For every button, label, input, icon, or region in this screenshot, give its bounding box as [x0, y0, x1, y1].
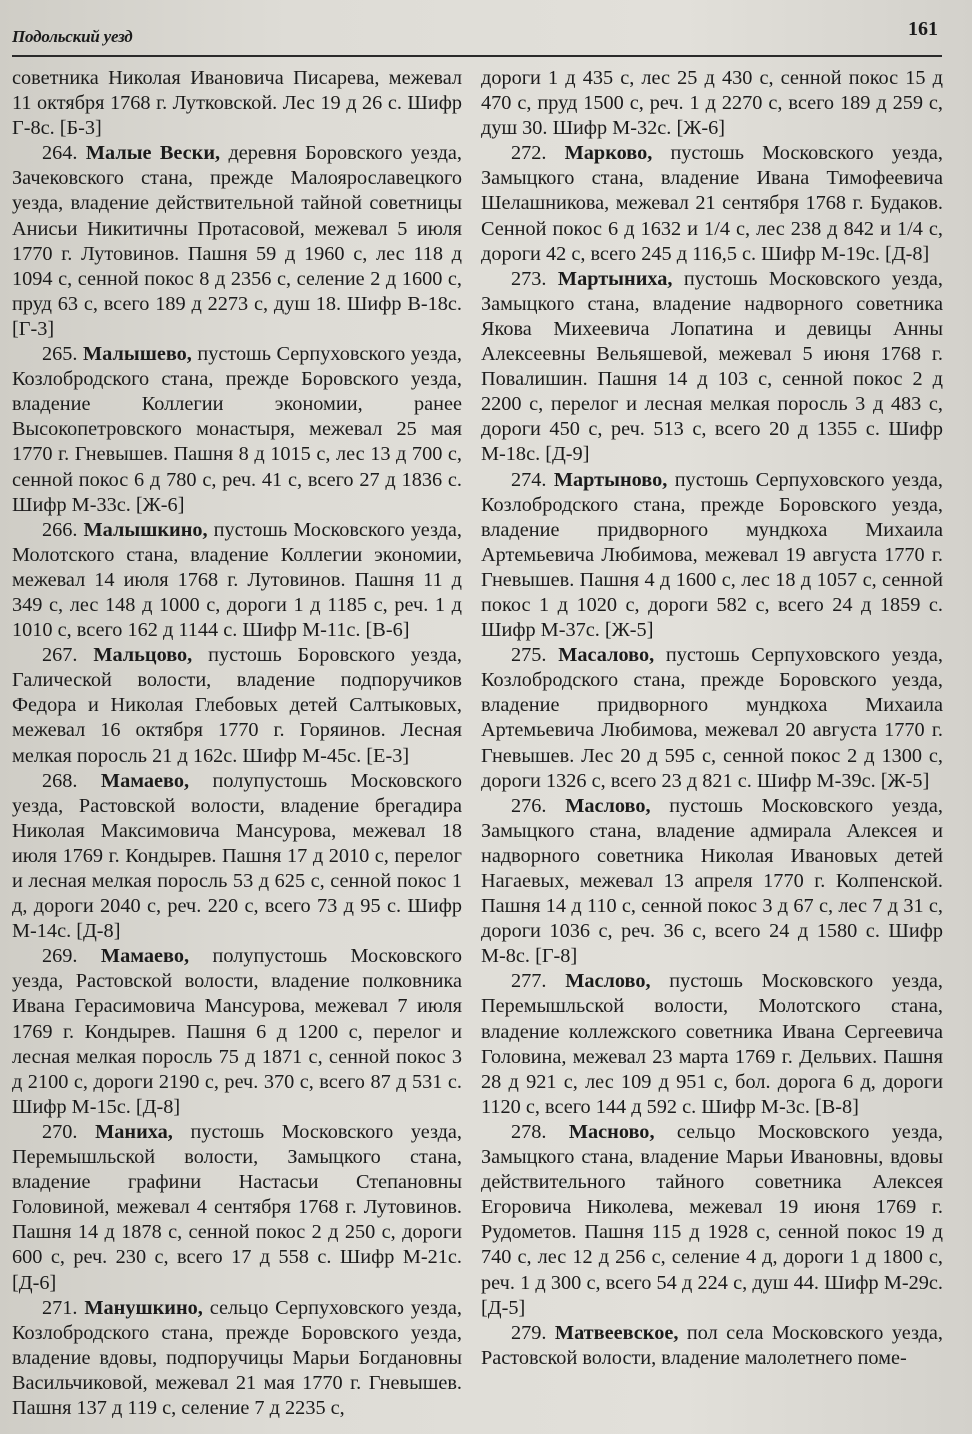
entry-text: сельцо Московского уезда, Замыцкого стана, владение Марьи Ивановны, вдовы действительного тайного советника Алексея Егоровича Николева, межевал 19 июня 1769 г. Рудометов. Пашня 115 д 1928 с, сенной покос 19 д 740 с, лес 12 д 256 с, селение 4 д, дороги 1 д 1800 с, реч. 1 д 300 с, всего 54 д 224 с, душ 44. Шифр М-29с. [Д-5]: [481, 1120, 943, 1319]
running-header: [0, 0, 972, 62]
right-column: [481, 66, 943, 1371]
entry-text: деревня Боровского уезда, Зачековского стана, прежде Малоярославецкого уезда, владение действительной тайной советницы Анисьи Никитичны Протасовой, межевал 5 июля 1770 г. Лутовинов. Пашня 59 д 1960 с, лес 118 д 1094 с, сенной покос 8 д 2356 с, селение 2 д 1600 с, пруд 63 с, всего 189 д 2273 с, душ 18. Шифр В-18с. [Г-3]: [12, 142, 462, 340]
entry-text: пустошь Серпуховского уезда, Козлобродского стана, прежде Боровского уезда, владение придворного мундкоха Михаила Артемьевича Любимова, межевал 20 августа 1770 г. Гневышев. Лес 20 д 595 с, сенной покос 2 д 1300 с, дороги 1326 с, всего 23 д 821 с. Шифр М-39с. [Ж-5]: [481, 644, 943, 792]
entry-text: советника Николая Ивановича Писарева, межевал 11 октября 1768 г. Лутковской. Лес 19 д 26 с. Шифр Г-8с. [Б-3]: [12, 67, 462, 140]
register-entry: [12, 769, 462, 945]
entry-place-name: Марково,: [564, 142, 653, 165]
entry-text: пустошь Московского уезда, Замыцкого стана, владение адмирала Алексея и надворного советника Николая Ивановых детей Нагаевых, межевал 13 апреля 1770 г. Колпенской. Пашня 14 д 110 с, сенной покос 3 д 67 с, лес 7 д 31 с, дороги 1036 с, реч. 36 с, всего 24 д 1580 с. Шифр М-8с. [Г-8]: [481, 794, 943, 968]
entry-number: 269.: [42, 945, 78, 968]
register-entry: [481, 1120, 943, 1321]
entry-place-name: Масалово,: [558, 644, 655, 667]
register-entry: [481, 643, 943, 794]
register-entry: [12, 1296, 462, 1421]
entry-place-name: Манушкино,: [84, 1296, 203, 1319]
entry-number: 267.: [42, 644, 78, 667]
entry-place-name: Малышево,: [83, 343, 192, 366]
entry-place-name: Мартыново,: [553, 468, 668, 491]
entry-text: пустошь Московского уезда, Молотского стана, владение Коллегии экономии, межевал 14 июля 1768 г. Лутовинов. Пашня 11 д 349 с, лес 148 д 1000 с, дороги 1 д 1185 с, реч. 1 д 1010 с, всего 162 д 1144 с. Шифр М-11с. [В-6]: [12, 518, 462, 642]
register-entry: [481, 468, 943, 644]
entry-text: пустошь Московского уезда, Перемышльской волости, Молотского стана, владение коллежского советника Ивана Сергеевича Головина, межевал 23 марта 1769 г. Дельвих. Пашня 28 д 921 с, лес 109 д 951 с, бол. дорога 6 д, дороги 1120 с, всего 144 д 592 с. Шифр М-3с. [В-8]: [481, 970, 943, 1118]
header-rule: [12, 55, 942, 57]
register-entry: [12, 1120, 462, 1296]
register-entry: [12, 643, 462, 768]
entry-number: 271.: [42, 1296, 78, 1319]
register-entry: [481, 141, 943, 266]
entry-text: полупустошь Московского уезда, Растовской волости, владение брегадира Николая Максимовича Мансурова, межевал 18 июля 1769 г. Кондырев. Пашня 17 д 2010 с, перелог и лесная мелкая поросль 53 д 625 с, сенной покос 1 д, дороги 2040 с, реч. 220 с, всего 73 д 95 с. Шифр М-14с. [Д-8]: [12, 769, 462, 943]
entry-text: полупустошь Московского уезда, Растовской волости, владение полковника Ивана Герасимовича Мансурова, межевал 7 июля 1769 г. Кондырев. Пашня 6 д 1200 с, перелог и лесная мелкая поросль 75 д 1871 с, сенной покос 3 д 2100 с, дороги 2190 с, реч. 370 с, всего 87 д 531 с. Шифр М-15с. [Д-8]: [12, 945, 462, 1118]
register-entry: [481, 66, 943, 141]
entry-text: пол села Московского уезда, Растовской волости, владение малолетнего поме-: [481, 1321, 943, 1369]
register-entry: [481, 794, 943, 970]
entry-text: пустошь Боровского уезда, Галической волости, владение подпоручиков Федора и Николая Глебовых детей Салтыковых, межевал 16 октября 1770 г. Горяинов. Лесная мелкая поросль 21 д 162с. Шифр М-45с. [Е-3]: [12, 644, 462, 767]
entry-place-name: Мальцово,: [93, 644, 193, 667]
entry-place-name: Масново,: [568, 1120, 655, 1143]
entry-place-name: Маслово,: [565, 794, 651, 817]
entry-text: пустошь Московского уезда, Замыцкого стана, владение надворного советника Якова Михеевича Лопатина и девицы Анны Алексеевны Вельяшевой, межевал 5 июня 1768 г. Повалишин. Пашня 14 д 103 с, сенной покос 2 д 2200 с, перелог и лесная мелкая поросль 3 д 483 с, дороги 450 с, реч. 513 с, всего 20 д 1355 с. Шифр М-18с. [Д-9]: [481, 267, 943, 466]
entry-number: 272.: [511, 142, 547, 165]
register-entry: [481, 969, 943, 1120]
entry-text: дороги 1 д 435 с, лес 25 д 430 с, сенной покос 15 д 470 с, пруд 1500 с, реч. 1 д 2270 с, всего 189 д 259 с, душ 30. Шифр М-32с. [Ж-6]: [481, 67, 943, 140]
entry-text: пустошь Серпуховского уезда, Козлобродского стана, прежде Боровского уезда, владение Коллегии экономии, ранее Высокопетровского монастыря, межевал 25 мая 1770 г. Гневышев. Пашня 8 д 1015 с, лес 13 д 700 с, сенной покос 6 д 780 с, реч. 41 с, всего 27 д 1836 с. Шифр М-33с. [Ж-6]: [12, 343, 462, 516]
entry-place-name: Маслово,: [565, 970, 651, 993]
entry-number: 268.: [42, 769, 78, 792]
entry-text: сельцо Серпуховского уезда, Козлобродского стана, прежде Боровского уезда, владение вдовы, подпоручицы Марьи Богдановны Васильчиковой, межевал 21 мая 1770 г. Гневышев. Пашня 137 д 119 с, селение 7 д 2235 с,: [12, 1296, 462, 1419]
register-entry: [12, 518, 462, 643]
entry-number: 264.: [42, 142, 78, 165]
entry-text: пустошь Серпуховского уезда, Козлобродского стана, прежде Боровского уезда, владение придворного мундкоха Михаила Артемьевича Любимова, межевал 19 августа 1770 г. Гневышев. Пашня 4 д 1600 с, лес 18 д 1057 с, сенной покос 1 д 1020 с, дороги 582 с, всего 24 д 1859 с. Шифр М-37с. [Ж-5]: [481, 468, 943, 642]
register-entry: [12, 342, 462, 518]
entry-number: 276.: [511, 794, 547, 817]
entry-text: пустошь Московского уезда, Замыцкого стана, владение Ивана Тимофеевича Шелашникова, межевал 21 сентября 1768 г. Будаков. Сенной покос 6 д 1632 и 1/4 с, лес 238 д 842 и 1/4 с, дороги 42 с, всего 245 д 116,5 с. Шифр М-19с. [Д-8]: [481, 142, 943, 265]
register-entry: [12, 66, 462, 141]
entry-place-name: Мамаево,: [100, 945, 190, 968]
entry-place-name: Мартыниха,: [557, 267, 673, 290]
entry-number: 265.: [42, 343, 78, 366]
entry-text: пустошь Московского уезда, Перемышльской волости, Замыцкого стана, владение графини Настасьи Степановны Головиной, межевал 4 сентября 1768 г. Лутовинов. Пашня 14 д 1878 с, сенной покос 2 д 250 с, дороги 600 с, реч. 230 с, всего 17 д 558 с. Шифр М-21с. [Д-6]: [12, 1120, 462, 1294]
register-entry: [481, 267, 943, 468]
entry-place-name: Маниха,: [95, 1120, 173, 1143]
entry-number: 277.: [511, 970, 547, 993]
entry-place-name: Малые Вески,: [85, 142, 221, 165]
entry-number: 274.: [511, 468, 547, 491]
section-title: Подольский уезд: [12, 27, 133, 46]
entry-number: 273.: [511, 267, 547, 290]
entry-number: 266.: [42, 518, 78, 541]
entry-number: 278.: [511, 1120, 547, 1143]
page-number: 161: [908, 18, 938, 40]
entry-place-name: Матвеевское,: [554, 1321, 679, 1344]
entry-place-name: Мамаево,: [100, 769, 190, 792]
entry-number: 279.: [511, 1321, 547, 1344]
entry-number: 275.: [511, 644, 547, 667]
entry-number: 270.: [42, 1120, 78, 1143]
register-entry: [12, 944, 462, 1120]
left-column: [12, 66, 462, 1421]
entry-place-name: Малышкино,: [83, 518, 208, 541]
register-entry: [481, 1321, 943, 1371]
register-entry: [12, 141, 462, 342]
